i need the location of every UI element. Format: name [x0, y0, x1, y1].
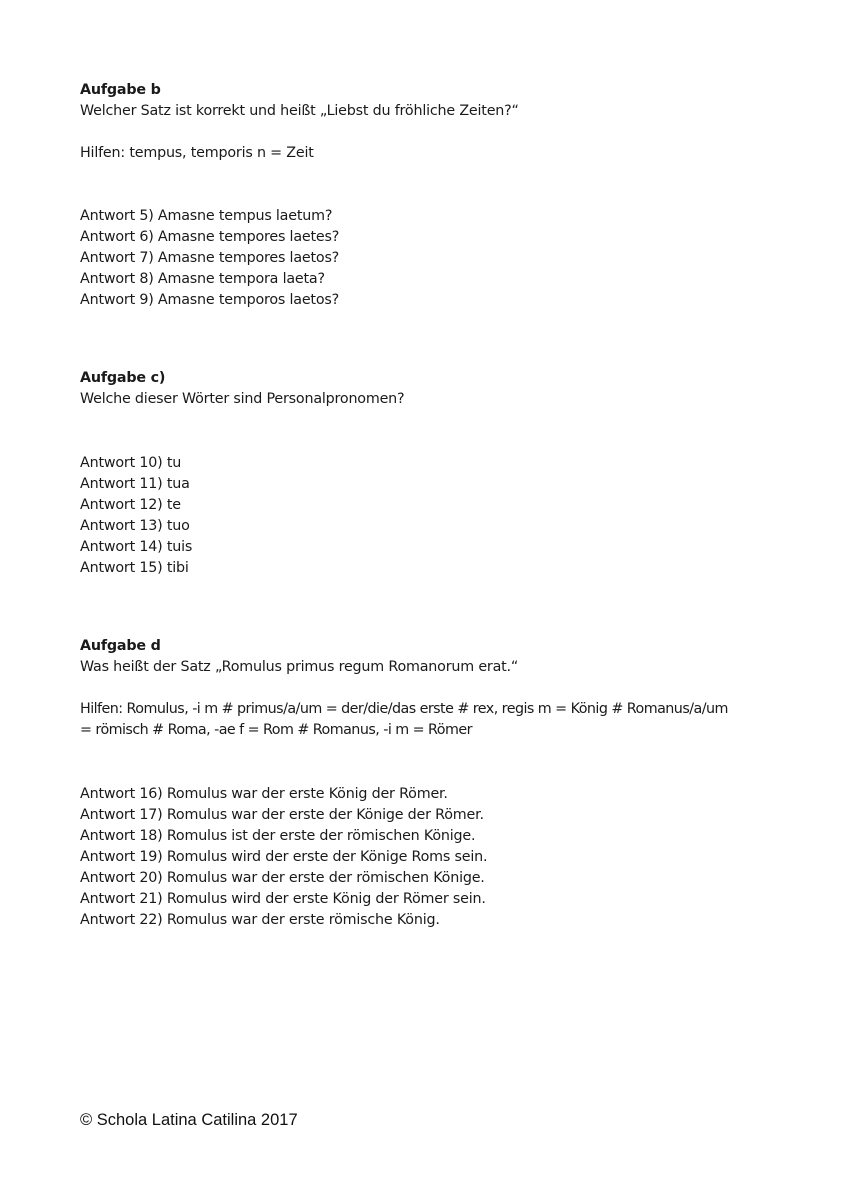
answer-13: Antwort 13) tuo [80, 518, 190, 534]
answer-19: Antwort 19) Romulus wird der erste der Könige Roms sein. [80, 849, 488, 865]
answer-5: Antwort 5) Amasne tempus laetum? [80, 208, 333, 224]
copyright-footer: © Schola Latina Catilina 2017 [80, 1111, 298, 1129]
answer-8: Antwort 8) Amasne tempora laeta? [80, 271, 325, 287]
hint-d-line-1: Hilfen: Romulus, -i m # primus/a/um = der/die/das erste # rex, regis m = König # Romanus/a/um [80, 701, 728, 717]
answer-20: Antwort 20) Romulus war der erste der römischen Könige. [80, 870, 485, 886]
question-b: Welcher Satz ist korrekt und heißt „Liebst du fröhliche Zeiten?“ [80, 103, 519, 119]
answer-10: Antwort 10) tu [80, 455, 182, 471]
answer-14: Antwort 14) tuis [80, 539, 193, 555]
answer-9: Antwort 9) Amasne temporos laetos? [80, 292, 340, 308]
section-heading-d: Aufgabe d [80, 638, 161, 654]
hint-d-line-2: = römisch # Roma, -ae f = Rom # Romanus, -i m = Römer [80, 722, 472, 738]
answer-15: Antwort 15) tibi [80, 560, 189, 576]
question-d: Was heißt der Satz „Romulus primus regum Romanorum erat.“ [80, 659, 519, 675]
answer-11: Antwort 11) tua [80, 476, 190, 492]
section-heading-c: Aufgabe c) [80, 370, 166, 386]
answer-21: Antwort 21) Romulus wird der erste König der Römer sein. [80, 891, 486, 907]
answer-6: Antwort 6) Amasne tempores laetes? [80, 229, 340, 245]
hint-b: Hilfen: tempus, temporis n = Zeit [80, 145, 314, 161]
answer-12: Antwort 12) te [80, 497, 181, 513]
answer-16: Antwort 16) Romulus war der erste König der Römer. [80, 786, 448, 802]
answer-22: Antwort 22) Romulus war der erste römische König. [80, 912, 440, 928]
answer-18: Antwort 18) Romulus ist der erste der römischen Könige. [80, 828, 476, 844]
answer-17: Antwort 17) Romulus war der erste der Könige der Römer. [80, 807, 484, 823]
answer-7: Antwort 7) Amasne tempores laetos? [80, 250, 340, 266]
question-c: Welche dieser Wörter sind Personalpronomen? [80, 391, 405, 407]
section-heading-b: Aufgabe b [80, 82, 161, 98]
